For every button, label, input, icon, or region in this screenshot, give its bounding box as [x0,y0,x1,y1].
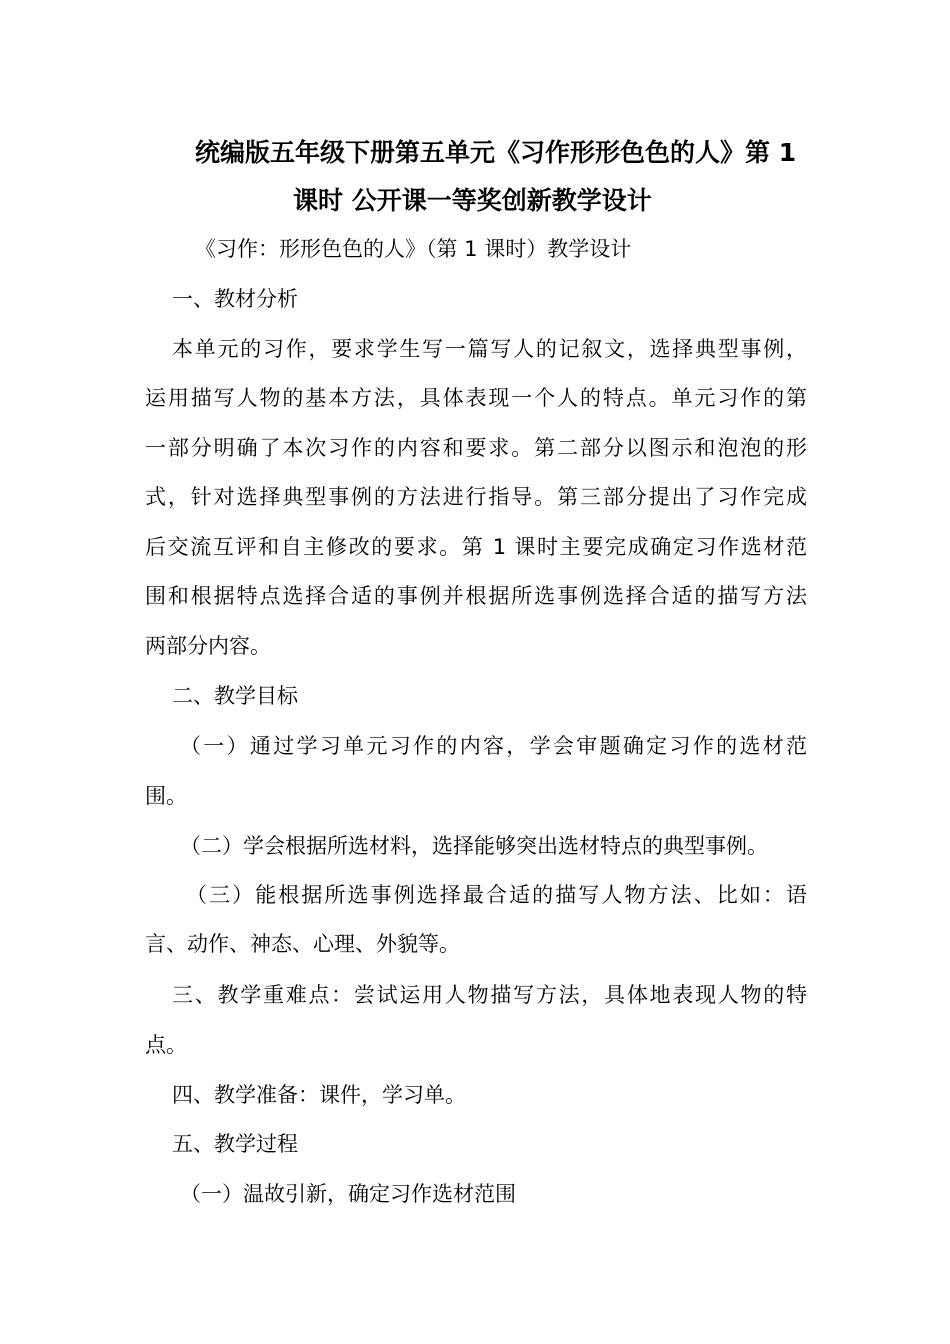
paragraph-line: 式，针对选择典型事例的方法进行指导。第三部分提出了习作完成 [145,485,807,509]
paragraph-line: 运用描写人物的基本方法，具体表现一个人的特点。单元习作的第 [145,386,807,410]
document-title-line-1: 统编版五年级下册第五单元《习作形形色色的人》第 1 [195,138,797,167]
objective-item-continuation: 言、动作、神态、心理、外貌等。 [145,932,460,956]
process-step: （一）温故引新，确定习作选材范围 [180,1182,516,1206]
section-heading-preparation: 四、教学准备：课件，学习单。 [172,1083,466,1107]
key-points-continuation: 点。 [145,1033,187,1057]
paragraph-line: 本单元的习作，要求学生写一篇写人的记叙文，选择典型事例， [172,337,807,361]
document-title-line-2: 课时 公开课一等奖创新教学设计 [293,186,652,215]
section-heading-process: 五、教学过程 [172,1132,298,1156]
section-heading-objectives: 二、教学目标 [172,684,298,708]
objective-item: （一）通过学习单元习作的内容，学会审题确定习作的选材范 [180,734,807,758]
paragraph-line: 围和根据特点选择合适的事例并根据所选事例选择合适的描写方法 [145,584,807,608]
section-heading-analysis: 一、教材分析 [172,287,298,311]
objective-item-continuation: 围。 [145,784,187,808]
section-heading-key-points: 三、教学重难点：尝试运用人物描写方法，具体地表现人物的特 [172,983,807,1007]
paragraph-line: 后交流互评和自主修改的要求。第 1 课时主要完成确定习作选材范 [145,535,807,559]
document-subtitle: 《习作：形形色色的人》（第 1 课时）教学设计 [195,237,632,261]
paragraph-line: 一部分明确了本次习作的内容和要求。第二部分以图示和泡泡的形 [145,436,807,460]
paragraph-line: 两部分内容。 [145,634,271,658]
objective-item: （二）学会根据所选材料，选择能够突出选材特点的典型事例。 [180,834,768,858]
objective-item: （三）能根据所选事例选择最合适的描写人物方法、比如：语 [186,883,807,907]
